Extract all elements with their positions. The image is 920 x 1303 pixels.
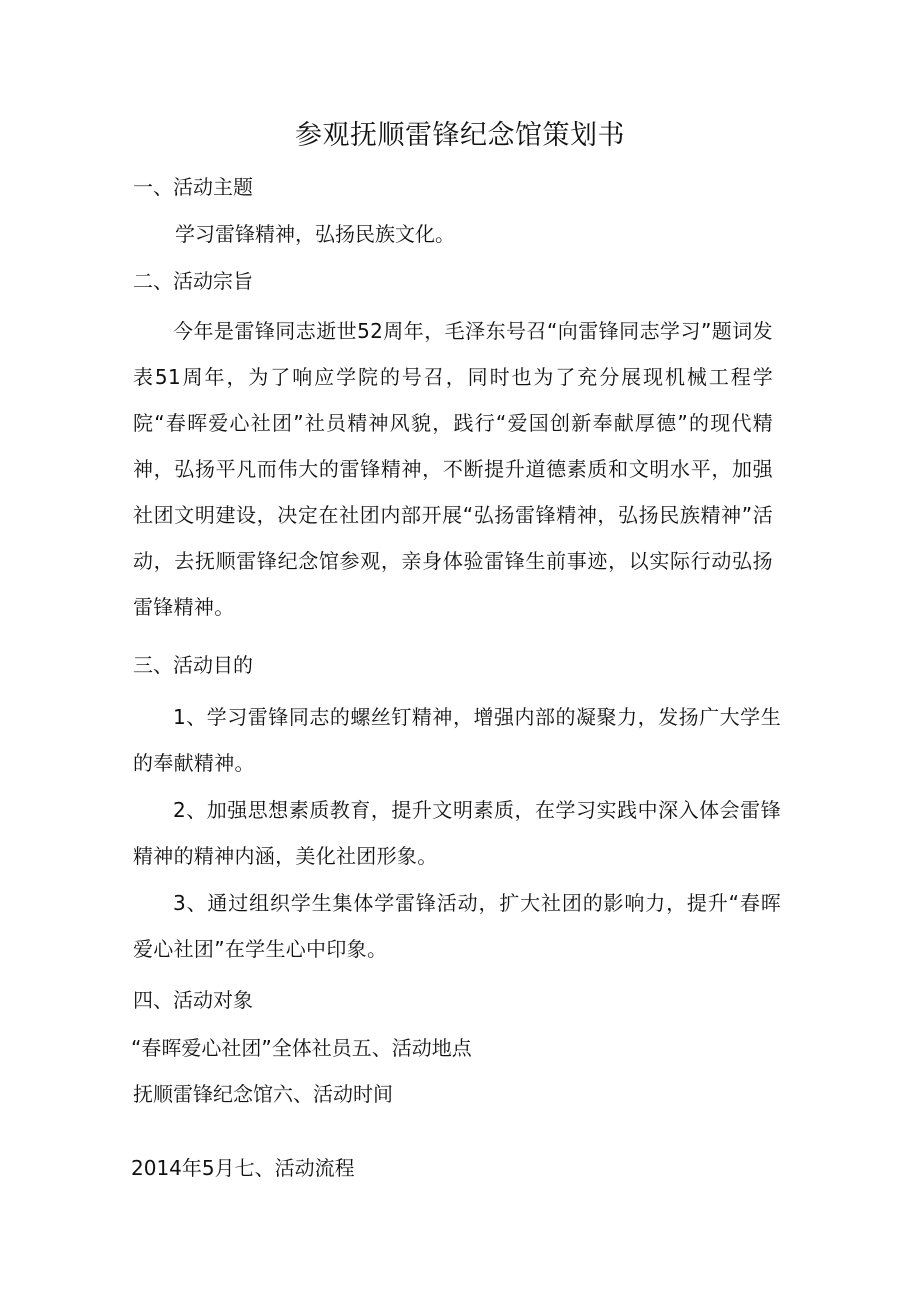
section-heading-audience: 四、活动对象	[133, 988, 253, 1012]
purpose-body: 今年是雷锋同志逝世52周年，毛泽东号召“向雷锋同志学习”题词发表51周年，为了响应学院的号召，同时也为了充分展现机械工程学院“春晖爱心社团”社员精神风貌，践行“爱国创新奉献厚德”的现代精神，弘扬平凡而伟大的雷锋精神，不断提升道德素质和文明水平，加强社团文明建设，决定在社团内部开展“弘扬雷锋精神，弘扬民族精神”活动，去抚顺雷锋纪念馆参观，亲身体验雷锋生前事迹，以实际行动弘扬雷锋精神。	[133, 319, 773, 619]
goal-item-2: 2、加强思想素质教育，提升文明素质，在学习实践中深入体会雷锋精神的精神内涵，美化社团形象。	[133, 798, 781, 868]
goal-item-3: 3、通过组织学生集体学雷锋活动，扩大社团的影响力，提升“春晖爱心社团”在学生心中印象。	[133, 891, 781, 961]
audience-line: “春晖爱心社团”全体社员五、活动地点	[131, 1036, 472, 1060]
location-line: 抚顺雷锋纪念馆六、活动时间	[133, 1082, 393, 1106]
section-heading-purpose: 二、活动宗旨	[133, 269, 253, 293]
document-title: 参观抚顺雷锋纪念馆策划书	[295, 120, 625, 151]
theme-body: 学习雷锋精神，弘扬民族文化。	[175, 222, 455, 246]
section-heading-theme: 一、活动主题	[133, 175, 253, 199]
time-line: 2014年5月七、活动流程	[131, 1156, 355, 1180]
section-heading-goals: 三、活动目的	[133, 653, 253, 677]
goal-item-1: 1、学习雷锋同志的螺丝钉精神，增强内部的凝聚力，发扬广大学生的奉献精神。	[133, 705, 781, 775]
